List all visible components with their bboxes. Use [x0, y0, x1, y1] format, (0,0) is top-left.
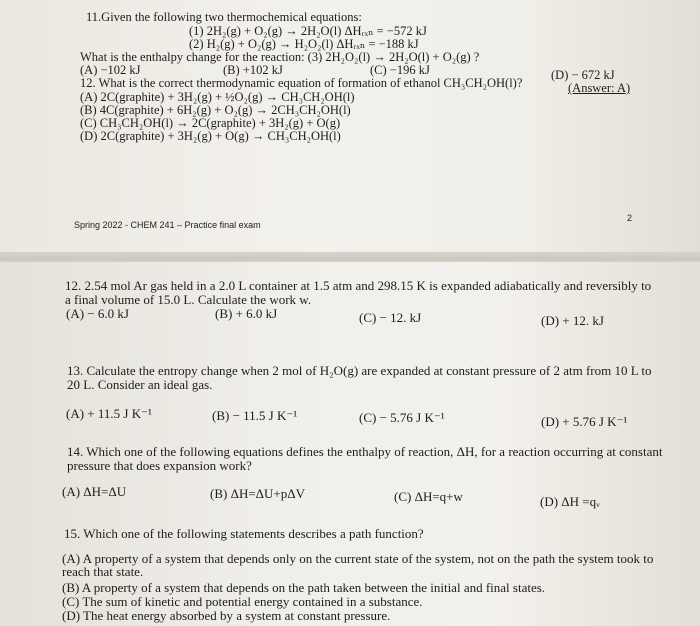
q11-stem: 11.Given the following two thermochemical equations: [86, 10, 362, 24]
q11-equation-2: (2) H₂(g) + O₂(g) → H₂O₂(l) ΔHᵣₓₙ = −188 kJ [189, 37, 419, 51]
q14-stem-line1: 14. Which one of the following equations defines the enthalpy of reaction, ΔH, for a reaction occurring at constant [67, 444, 663, 459]
q13-stem-line1: 13. Calculate the entropy change when 2 mol of H₂O(g) are expanded at constant pressure of 2 atm from 10 L to [67, 363, 652, 378]
q15-choice-d: (D) The heat energy absorbed by a system at constant pressure. [62, 608, 391, 623]
q11-question: What is the enthalpy change for the reaction: (3) 2H₂O₂(l) → 2H₂O(l) + O₂(g) ? [80, 50, 480, 64]
q14-choice-b: (B) ΔH=ΔU+pΔV [210, 486, 305, 501]
q12-formation-choice-b: (B) 4C(graphite) + 6H₂(g) + O₂(g) → 2CH₃CH₂OH(l) [80, 103, 351, 117]
q13-choice-c: (C) − 5.76 J K⁻¹ [359, 410, 445, 425]
q12-work-stem-line2: a final volume of 15.0 L. Calculate the work w. [65, 292, 312, 307]
q12-formation-stem: 12. What is the correct thermodynamic equation of formation of ethanol CH₃CH₂OH(l)? [80, 76, 523, 90]
q14-choice-a: (A) ΔH=ΔU [62, 484, 127, 499]
q11-choice-d: (D) − 672 kJ [551, 68, 615, 82]
exam-page-upper [0, 0, 700, 262]
q15-choice-c: (C) The sum of kinetic and potential energy contained in a substance. [62, 594, 423, 609]
q12-work-choice-a: (A) − 6.0 kJ [66, 306, 129, 321]
q13-choice-a: (A) + 11.5 J K⁻¹ [66, 406, 152, 421]
q15-choice-b: (B) A property of a system that depends on the path taken between the initial and final states. [62, 580, 546, 595]
q12-work-choice-b: (B) + 6.0 kJ [215, 306, 278, 321]
q12-work-choice-d: (D) + 12. kJ [541, 313, 604, 328]
q13-choice-d: (D) + 5.76 J K⁻¹ [541, 414, 628, 429]
q12-formation-choice-d: (D) 2C(graphite) + 3H₂(g) + O(g) → CH₃CH₂OH(l) [80, 129, 341, 143]
q14-stem-line2: pressure that does expansion work? [67, 458, 252, 473]
q15-stem: 15. Which one of the following statements describes a path function? [64, 526, 424, 541]
q14-choice-c: (C) ΔH=q+w [394, 489, 463, 504]
q15-choice-a-line2: reach that state. [62, 564, 144, 579]
q13-stem-line2: 20 L. Consider an ideal gas. [67, 377, 213, 392]
q11-choice-a: (A) −102 kJ [80, 63, 141, 77]
q12-formation-choice-c: (C) CH₃CH₂OH(l) → 2C(graphite) + 3H₂(g) + O(g) [80, 116, 341, 130]
q11-answer: (Answer: A) [568, 81, 631, 95]
q15-choice-a-line1: (A) A property of a system that depends only on the current state of the system, not on the path the system took to [62, 551, 654, 566]
q12-work-choice-c: (C) − 12. kJ [359, 310, 422, 325]
q13-choice-b: (B) − 11.5 J K⁻¹ [212, 408, 298, 423]
page-number: 2 [627, 213, 633, 223]
q11-choice-c: (C) −196 kJ [370, 63, 430, 77]
q14-choice-d: (D) ΔH =qᵥ [540, 494, 600, 509]
q12-formation-choice-a: (A) 2C(graphite) + 3H₂(g) + ½O₂(g) → CH₃CH₂OH(l) [80, 90, 355, 104]
q11-equation-1: (1) 2H₂(g) + O₂(g) → 2H₂O(l) ΔHᵣₓₙ = −572 kJ [189, 24, 427, 38]
exam-page-lower [0, 262, 700, 626]
page-footer: Spring 2022 - CHEM 241 – Practice final exam [74, 220, 261, 230]
q11-choice-b: (B) +102 kJ [223, 63, 283, 77]
q12-work-stem-line1: 12. 2.54 mol Ar gas held in a 2.0 L container at 1.5 atm and 298.15 K is expanded adiabatically and reversibly to [65, 278, 652, 293]
